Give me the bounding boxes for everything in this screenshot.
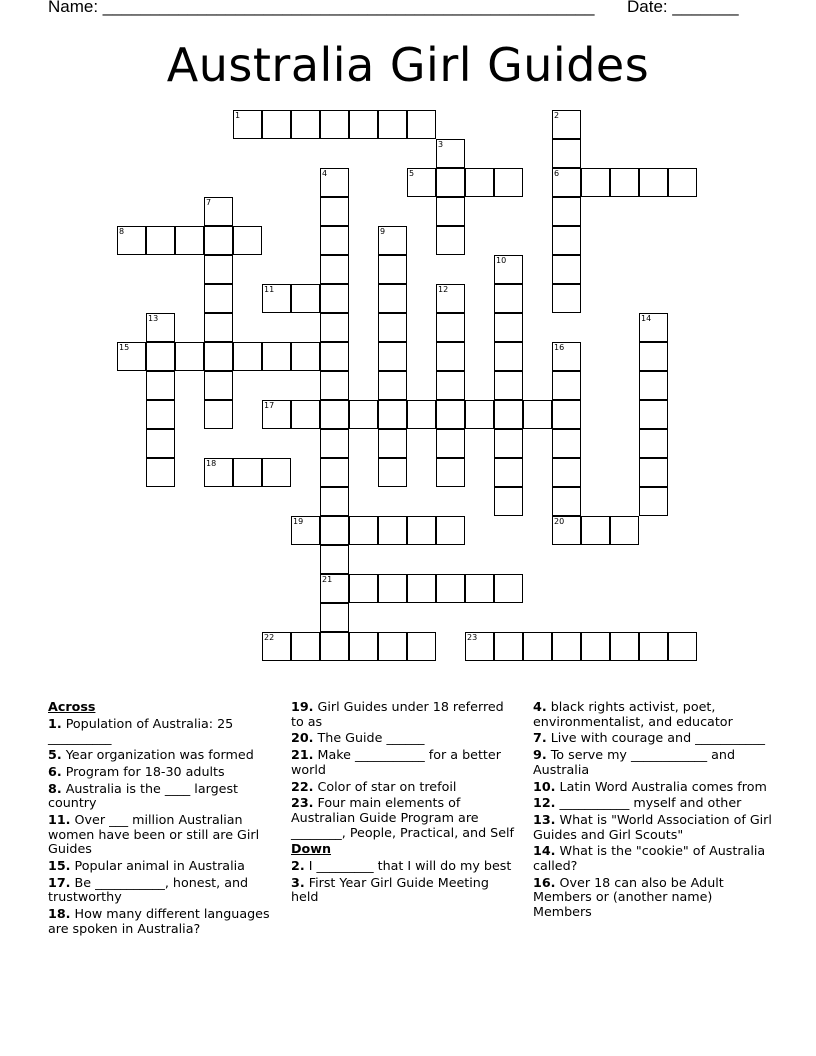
grid-cell[interactable]	[204, 458, 233, 487]
cell-number: 9	[380, 227, 386, 236]
grid-cell[interactable]	[204, 371, 233, 400]
grid-cell[interactable]	[146, 458, 175, 487]
date-field-label: Date: _______	[627, 0, 739, 16]
grid-cell[interactable]	[552, 255, 581, 284]
grid-cell[interactable]	[494, 400, 523, 429]
grid-cell[interactable]	[407, 632, 436, 661]
grid-cell[interactable]	[465, 574, 494, 603]
clue-number: 8.	[48, 780, 62, 796]
clue-across-22	[291, 780, 519, 795]
grid-cell[interactable]	[465, 168, 494, 197]
grid-cell[interactable]	[552, 139, 581, 168]
grid-cell[interactable]	[465, 632, 494, 661]
grid-cell[interactable]	[320, 255, 349, 284]
grid-cell[interactable]	[552, 284, 581, 313]
clue-down-14	[533, 844, 773, 873]
clue-number: 5.	[48, 746, 62, 762]
grid-cell[interactable]	[494, 574, 523, 603]
grid-cell[interactable]	[668, 632, 697, 661]
grid-cell[interactable]	[262, 458, 291, 487]
clue-text: The Guide ______	[317, 730, 425, 746]
grid-cell[interactable]	[552, 197, 581, 226]
grid-cell[interactable]	[291, 632, 320, 661]
grid-cell[interactable]	[378, 516, 407, 545]
grid-cell[interactable]	[349, 110, 378, 139]
grid-cell[interactable]	[320, 371, 349, 400]
grid-cell[interactable]	[204, 342, 233, 371]
grid-cell[interactable]	[320, 110, 349, 139]
grid-cell[interactable]	[552, 110, 581, 139]
clue-number: 4.	[533, 699, 547, 714]
grid-cell[interactable]	[436, 313, 465, 342]
grid-cell[interactable]	[175, 342, 204, 371]
grid-cell[interactable]	[552, 400, 581, 429]
cell-number: 5	[409, 169, 415, 178]
clue-down-9	[533, 748, 773, 777]
grid-cell[interactable]	[146, 313, 175, 342]
grid-cell[interactable]	[639, 313, 668, 342]
grid-cell[interactable]	[233, 342, 262, 371]
grid-cell[interactable]	[639, 632, 668, 661]
grid-cell[interactable]	[436, 139, 465, 168]
clue-number: 22.	[291, 778, 314, 794]
grid-cell[interactable]	[552, 371, 581, 400]
grid-cell[interactable]	[204, 226, 233, 255]
clue-text: Over 18 can also be Adult Members or (another name) Members	[533, 874, 724, 920]
grid-cell[interactable]	[668, 168, 697, 197]
clue-across-1	[48, 717, 276, 746]
grid-cell[interactable]	[291, 284, 320, 313]
grid-cell[interactable]	[552, 168, 581, 197]
grid-cell[interactable]	[291, 342, 320, 371]
grid-cell[interactable]	[378, 429, 407, 458]
grid-cell[interactable]	[639, 400, 668, 429]
cell-number: 1	[235, 111, 241, 120]
clue-across-17	[48, 876, 276, 905]
grid-cell[interactable]	[291, 110, 320, 139]
clue-column-1	[48, 700, 276, 938]
grid-cell[interactable]	[436, 342, 465, 371]
clue-number: 7.	[533, 730, 547, 746]
grid-cell[interactable]	[378, 371, 407, 400]
grid-cell[interactable]	[204, 284, 233, 313]
grid-cell[interactable]	[436, 371, 465, 400]
grid-cell[interactable]	[639, 429, 668, 458]
grid-cell[interactable]	[320, 429, 349, 458]
clue-across-6	[48, 765, 276, 780]
grid-cell[interactable]	[494, 255, 523, 284]
grid-cell[interactable]	[291, 400, 320, 429]
grid-cell[interactable]	[378, 574, 407, 603]
clue-across-15	[48, 859, 276, 874]
grid-cell[interactable]	[581, 516, 610, 545]
grid-cell[interactable]	[494, 487, 523, 516]
clue-text: What is "World Association of Girl Guides and Girl Scouts"	[533, 812, 772, 842]
clue-across-8	[48, 782, 276, 811]
clue-number: 12.	[533, 795, 556, 811]
grid-cell[interactable]	[436, 574, 465, 603]
grid-cell[interactable]	[610, 632, 639, 661]
clue-text: Population of Australia: 25 __________	[48, 715, 234, 746]
grid-cell[interactable]	[320, 516, 349, 545]
grid-cell[interactable]	[552, 458, 581, 487]
grid-cell[interactable]	[494, 429, 523, 458]
worksheet-header	[0, 0, 816, 24]
clue-number: 6.	[48, 763, 62, 779]
clue-down-3	[291, 876, 519, 905]
cell-number: 17	[264, 401, 275, 410]
grid-cell[interactable]	[436, 429, 465, 458]
clue-text: Four main elements of Australian Guide Program are ________, People, Practical, and Self	[291, 795, 515, 840]
cell-number: 21	[322, 575, 333, 584]
clue-down-4	[533, 700, 773, 729]
grid-cell[interactable]	[146, 342, 175, 371]
cell-number: 14	[641, 314, 652, 323]
grid-cell[interactable]	[494, 168, 523, 197]
grid-cell[interactable]	[349, 400, 378, 429]
grid-cell[interactable]	[233, 458, 262, 487]
grid-cell[interactable]	[378, 226, 407, 255]
clue-across-21	[291, 748, 519, 777]
clue-number: 10.	[533, 778, 556, 794]
grid-cell[interactable]	[494, 632, 523, 661]
clue-text: Over ___ million Australian women have been or still are Girl Guides	[48, 811, 260, 857]
grid-cell[interactable]	[204, 400, 233, 429]
grid-cell[interactable]	[320, 487, 349, 516]
grid-cell[interactable]	[175, 226, 204, 255]
clue-text: To serve my ____________ and Australia	[533, 747, 735, 777]
clue-text: ___________ myself and other	[559, 795, 742, 811]
clue-text: What is the "cookie" of Australia called?	[533, 843, 766, 874]
clue-number: 21.	[291, 747, 314, 763]
cell-number: 2	[554, 111, 560, 120]
grid-cell[interactable]	[320, 574, 349, 603]
grid-cell[interactable]	[378, 110, 407, 139]
clue-number: 9.	[533, 747, 547, 763]
clue-across-19	[291, 700, 519, 729]
clue-down-12	[533, 796, 773, 811]
grid-cell[interactable]	[233, 110, 262, 139]
clue-text: Be ___________, honest, and trustworthy	[48, 874, 249, 905]
grid-cell[interactable]	[639, 371, 668, 400]
grid-cell[interactable]	[494, 342, 523, 371]
grid-cell[interactable]	[639, 487, 668, 516]
clue-text: black rights activist, poet, environmentalist, and educator	[533, 699, 733, 729]
grid-cell[interactable]	[262, 400, 291, 429]
clue-down-7	[533, 731, 773, 746]
grid-cell[interactable]	[378, 458, 407, 487]
grid-cell[interactable]	[436, 197, 465, 226]
grid-cell[interactable]	[233, 226, 262, 255]
grid-cell[interactable]	[465, 400, 494, 429]
grid-cell[interactable]	[639, 342, 668, 371]
grid-cell[interactable]	[320, 400, 349, 429]
clue-number: 13.	[533, 812, 556, 828]
clue-text: First Year Girl Guide Meeting held	[291, 874, 489, 905]
grid-cell[interactable]	[320, 458, 349, 487]
grid-cell[interactable]	[523, 400, 552, 429]
grid-cell[interactable]	[552, 342, 581, 371]
grid-cell[interactable]	[436, 400, 465, 429]
clue-text: I _________ that I will do my best	[308, 857, 512, 873]
grid-cell[interactable]	[146, 226, 175, 255]
name-field-label: Name: ____________________________________________________	[48, 0, 595, 16]
grid-cell[interactable]	[320, 226, 349, 255]
clue-down-13	[533, 813, 773, 842]
grid-cell[interactable]	[407, 516, 436, 545]
cell-number: 13	[148, 314, 159, 323]
clue-number: 23.	[291, 795, 314, 811]
cell-number: 10	[496, 256, 507, 265]
clue-number: 1.	[48, 715, 62, 731]
grid-cell[interactable]	[320, 197, 349, 226]
clue-text: Australia is the ____ largest country	[48, 780, 239, 811]
grid-cell[interactable]	[320, 284, 349, 313]
clue-list	[48, 700, 778, 960]
clue-number: 3.	[291, 874, 305, 890]
grid-cell[interactable]	[494, 371, 523, 400]
cell-number: 3	[438, 140, 444, 149]
clue-across-5	[48, 748, 276, 763]
cell-number: 7	[206, 198, 212, 207]
grid-cell[interactable]	[436, 284, 465, 313]
grid-cell[interactable]	[320, 313, 349, 342]
grid-cell[interactable]	[320, 632, 349, 661]
grid-cell[interactable]	[320, 342, 349, 371]
clue-number: 15.	[48, 857, 71, 873]
grid-cell[interactable]	[639, 168, 668, 197]
grid-cell[interactable]	[494, 284, 523, 313]
clue-number: 18.	[48, 906, 71, 922]
grid-cell[interactable]	[552, 226, 581, 255]
clue-across-11	[48, 813, 276, 857]
clue-text: Girl Guides under 18 referred to as	[291, 699, 504, 729]
grid-cell[interactable]	[552, 516, 581, 545]
clue-text: Make ___________ for a better world	[291, 747, 501, 777]
cell-number: 4	[322, 169, 328, 178]
cell-number: 6	[554, 169, 560, 178]
clue-number: 20.	[291, 730, 314, 746]
grid-cell[interactable]	[146, 371, 175, 400]
grid-cell[interactable]	[552, 632, 581, 661]
grid-cell[interactable]	[262, 632, 291, 661]
grid-cell[interactable]	[378, 342, 407, 371]
grid-cell[interactable]	[349, 632, 378, 661]
grid-cell[interactable]	[436, 516, 465, 545]
clue-number: 14.	[533, 843, 556, 859]
clue-text: Program for 18-30 adults	[65, 763, 225, 779]
grid-cell[interactable]	[436, 168, 465, 197]
grid-cell[interactable]	[262, 110, 291, 139]
grid-cell[interactable]	[204, 197, 233, 226]
clue-text: How many different languages are spoken in Australia?	[48, 906, 270, 936]
clue-text: Year organization was formed	[65, 746, 254, 762]
down-heading: Down	[291, 841, 332, 857]
cell-number: 23	[467, 633, 478, 642]
clue-across-18	[48, 907, 276, 936]
cell-number: 18	[206, 459, 217, 468]
puzzle-title: Australia Girl Guides	[166, 38, 650, 92]
grid-cell[interactable]	[117, 226, 146, 255]
cell-number: 16	[554, 343, 565, 352]
grid-cell[interactable]	[552, 487, 581, 516]
cell-number: 8	[119, 227, 125, 236]
grid-cell[interactable]	[291, 516, 320, 545]
grid-cell[interactable]	[523, 632, 552, 661]
clue-number: 16.	[533, 874, 556, 890]
cell-number: 22	[264, 633, 275, 642]
grid-cell[interactable]	[407, 400, 436, 429]
cell-number: 12	[438, 285, 449, 294]
across-heading: Across	[48, 699, 96, 714]
clue-number: 19.	[291, 699, 314, 714]
grid-cell[interactable]	[378, 284, 407, 313]
clue-across-20	[291, 731, 519, 746]
grid-cell[interactable]	[378, 632, 407, 661]
clue-down-16	[533, 876, 773, 920]
grid-cell[interactable]	[581, 168, 610, 197]
grid-cell[interactable]	[349, 574, 378, 603]
grid-cell[interactable]	[320, 545, 349, 574]
grid-cell[interactable]	[146, 400, 175, 429]
clue-number: 17.	[48, 874, 71, 890]
grid-cell[interactable]	[407, 574, 436, 603]
clue-down-2	[291, 859, 519, 874]
clue-down-10	[533, 780, 773, 795]
clue-column-2	[291, 700, 519, 907]
grid-cell[interactable]	[146, 429, 175, 458]
grid-cell[interactable]	[320, 168, 349, 197]
grid-cell[interactable]	[552, 429, 581, 458]
grid-cell[interactable]	[204, 313, 233, 342]
clue-number: 2.	[291, 857, 305, 873]
clue-number: 11.	[48, 811, 71, 827]
cell-number: 15	[119, 343, 130, 352]
grid-cell[interactable]	[378, 313, 407, 342]
grid-cell[interactable]	[610, 168, 639, 197]
grid-cell[interactable]	[436, 458, 465, 487]
grid-cell[interactable]	[407, 168, 436, 197]
clue-text: Live with courage and ___________	[550, 730, 765, 746]
clue-text: Latin Word Australia comes from	[559, 778, 767, 794]
grid-cell[interactable]	[204, 255, 233, 284]
grid-cell[interactable]	[494, 313, 523, 342]
grid-cell[interactable]	[320, 603, 349, 632]
grid-cell[interactable]	[378, 400, 407, 429]
cell-number: 19	[293, 517, 304, 526]
clue-text: Popular animal in Australia	[74, 857, 245, 873]
grid-cell[interactable]	[407, 110, 436, 139]
grid-cell[interactable]	[349, 516, 378, 545]
grid-cell[interactable]	[262, 342, 291, 371]
grid-cell[interactable]	[610, 516, 639, 545]
grid-cell[interactable]	[262, 284, 291, 313]
grid-cell[interactable]	[581, 632, 610, 661]
grid-cell[interactable]	[117, 342, 146, 371]
clue-text: Color of star on trefoil	[317, 778, 457, 794]
grid-cell[interactable]	[436, 226, 465, 255]
clue-column-3	[533, 700, 773, 922]
clue-across-23	[291, 796, 519, 840]
grid-cell[interactable]	[378, 255, 407, 284]
grid-cell[interactable]	[639, 458, 668, 487]
cell-number: 11	[264, 285, 275, 294]
cell-number: 20	[554, 517, 565, 526]
grid-cell[interactable]	[494, 458, 523, 487]
